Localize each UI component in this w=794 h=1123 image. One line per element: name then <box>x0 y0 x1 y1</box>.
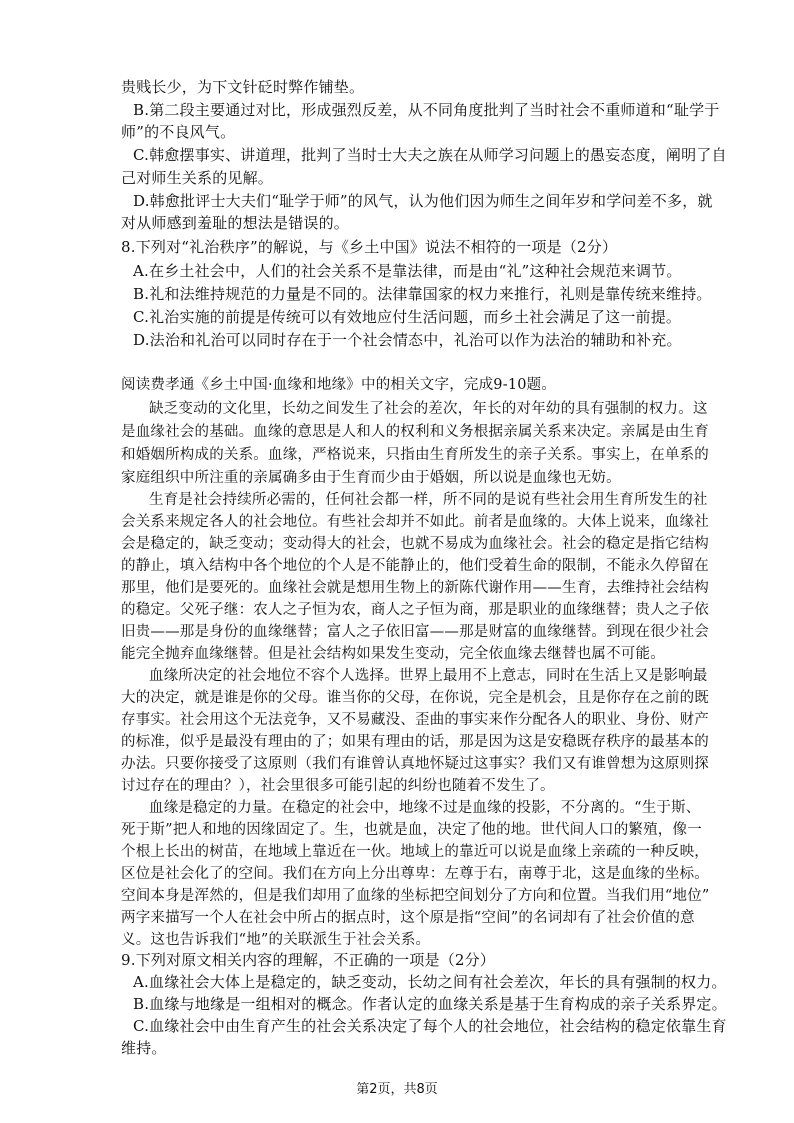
question-9: 9.下列对原文相关内容的理解，不正确的一项是（2分） <box>121 951 496 969</box>
option-b: B.第二段主要通过对比，形成强烈反差，从不同角度批判了当时社会不重师道和“耻学于 <box>133 101 720 119</box>
text-line: 维持。 <box>121 1039 167 1057</box>
passage-line: 血缘所决定的社会地位不容个人选择。世界上最用不上意志，同时在生活上又是影响最 <box>149 668 708 684</box>
q9-option-b: B.血缘与地缘是一组相对的概念。作者认定的血缘关系是基于生育构成的亲子关系界定。 <box>133 995 727 1013</box>
passage-line: 会是稳定的，缺乏变动；变动得大的社会，也就不易成为血缘社会。社会的稳定是指它结构 <box>121 536 709 552</box>
text-line: 师”的不良风气。 <box>121 123 236 141</box>
passage-line: 大的决定，就是谁是你的父母。谁当你的父母，在你说，完全是机会，且是你存在之前的既 <box>121 690 709 706</box>
passage-line: 空间本身是浑然的，但是我们却用了血缘的坐标把空间划分了方向和位置。当我们用“地位” <box>121 888 710 904</box>
passage-line: 会关系来规定各人的社会地位。有些社会却并不如此。前者是血缘的。大体上说来，血缘社 <box>121 514 709 530</box>
passage-line: 区位是社会化了的空间。我们在方向上分出尊卑：左尊于右，南尊于北，这是血缘的坐标。 <box>121 866 709 882</box>
q8-option-c: C.礼治实施的前提是传统可以有效地应付生活问题，而乡土社会满足了这一前提。 <box>133 308 682 326</box>
passage-line: 和婚姻所构成的关系。血缘，严格说来，只指由生育所发生的亲子关系。事实上，在单系的 <box>121 447 709 463</box>
passage-line: 义。这也告诉我们“地”的关联派生于社会关系。 <box>121 932 431 948</box>
passage-line: 办法。只要你接受了这原则（我们有谁曾认真地怀疑过这事实？我们又有谁曾想为这原则探 <box>121 756 709 772</box>
question-8: 8.下列对“礼治秩序”的解说，与《乡土中国》说法不相符的一项是（2分） <box>121 238 618 256</box>
passage-line: 旧贵——那是身份的血缘继替；富人之子依旧富——那是财富的血缘继替。到现在很少社会 <box>121 624 709 640</box>
passage-line: 的标准，似乎是最没有理由的了；如果有理由的话，那是因为这是安稳既存秩序的最基本的 <box>121 734 709 750</box>
passage-line: 是血缘社会的基础。血缘的意思是人和人的权利和义务根据亲属关系来决定。亲属是由生育 <box>121 424 709 440</box>
passage-line: 个根上长出的树苗，在地域上靠近在一伙。地域上的靠近可以说是血缘上亲疏的一种反映， <box>121 844 709 860</box>
q8-option-b: B.礼和法维持规范的力量是不同的。法律靠国家的权力来推行，礼则是靠传统来维持。 <box>133 285 712 303</box>
passage-line: 的稳定。父死子继：农人之子恒为农，商人之子恒为商，那是职业的血缘继替；贵人之子依 <box>121 602 709 618</box>
option-c: C.韩愈摆事实、讲道理，批判了当时士大夫之族在从师学习问题上的愚妄态度，阐明了自 <box>133 146 727 164</box>
page-footer: 第2页，共8页 <box>356 1082 438 1097</box>
passage-line: 两字来描写一个人在社会中所占的据点时，这个原是指“空间”的名词却有了社会价值的意 <box>121 910 695 926</box>
text-line: 己对师生关系的见解。 <box>121 169 274 187</box>
text-line: 贵贱长少，为下文针砭时弊作铺垫。 <box>121 78 365 96</box>
passage-line: 死于斯”把人和地的因缘固定了。生，也就是血，决定了他的地。世代间人口的繁殖，像一 <box>121 822 702 838</box>
passage-line: 缺乏变动的文化里，长幼之间发生了社会的差次，年长的对年幼的具有强制的权力。这 <box>149 401 708 417</box>
passage-line: 那里，他们是要死的。血缘社会就是想用生物上的新陈代谢作用——生育，去维持社会结构 <box>121 580 709 596</box>
text-line: 对从师感到羞耻的想法是错误的。 <box>121 214 350 232</box>
option-d: D.韩愈批评士大夫们“耻学于师”的风气，认为他们因为师生之间年岁和学问差不多，就 <box>133 192 713 210</box>
passage-line: 的静止，填入结构中各个地位的个人是不能静止的，他们受着生命的限制，不能永久停留在 <box>121 558 709 574</box>
q9-option-a: A.血缘社会大体上是稳定的，缺乏变动，长幼之间有社会差次，年长的具有强制的权力。 <box>133 973 727 991</box>
passage-line: 家庭组织中所注重的亲属确多由于生育而少由于婚姻，所以说是血缘也无妨。 <box>121 470 621 486</box>
q8-option-a: A.在乡土社会中，人们的社会关系不是靠法律，而是由“礼”这种社会规范来调节。 <box>133 262 682 280</box>
passage-intro: 阅读费孝通《乡土中国·血缘和地缘》中的相关文字，完成9-10题。 <box>121 377 557 393</box>
passage-line: 生育是社会持续所必需的，任何社会都一样，所不同的是说有些社会用生育所发生的社 <box>149 492 708 508</box>
q9-option-c: C.血缘社会中由生育产生的社会关系决定了每个人的社会地位，社会结构的稳定依靠生育 <box>133 1017 727 1035</box>
passage-line: 能完全抛弃血缘继替。但是社会结构如果发生变动，完全依血缘去继替也属不可能。 <box>121 646 665 662</box>
q8-option-d: D.法治和礼治可以同时存在于一个社会情态中，礼治可以作为法治的辅助和补充。 <box>133 331 682 349</box>
passage-line: 讨过存在的理由？），社会里很多可能引起的纠纷也随着不发生了。 <box>121 778 555 794</box>
passage-line: 血缘是稳定的力量。在稳定的社会中，地缘不过是血缘的投影，不分离的。“生于斯、 <box>149 800 701 816</box>
passage-line: 存事实。社会用这个无法竞争，又不易藏没、歪曲的事实来作分配各人的职业、身份、财产 <box>121 712 709 728</box>
